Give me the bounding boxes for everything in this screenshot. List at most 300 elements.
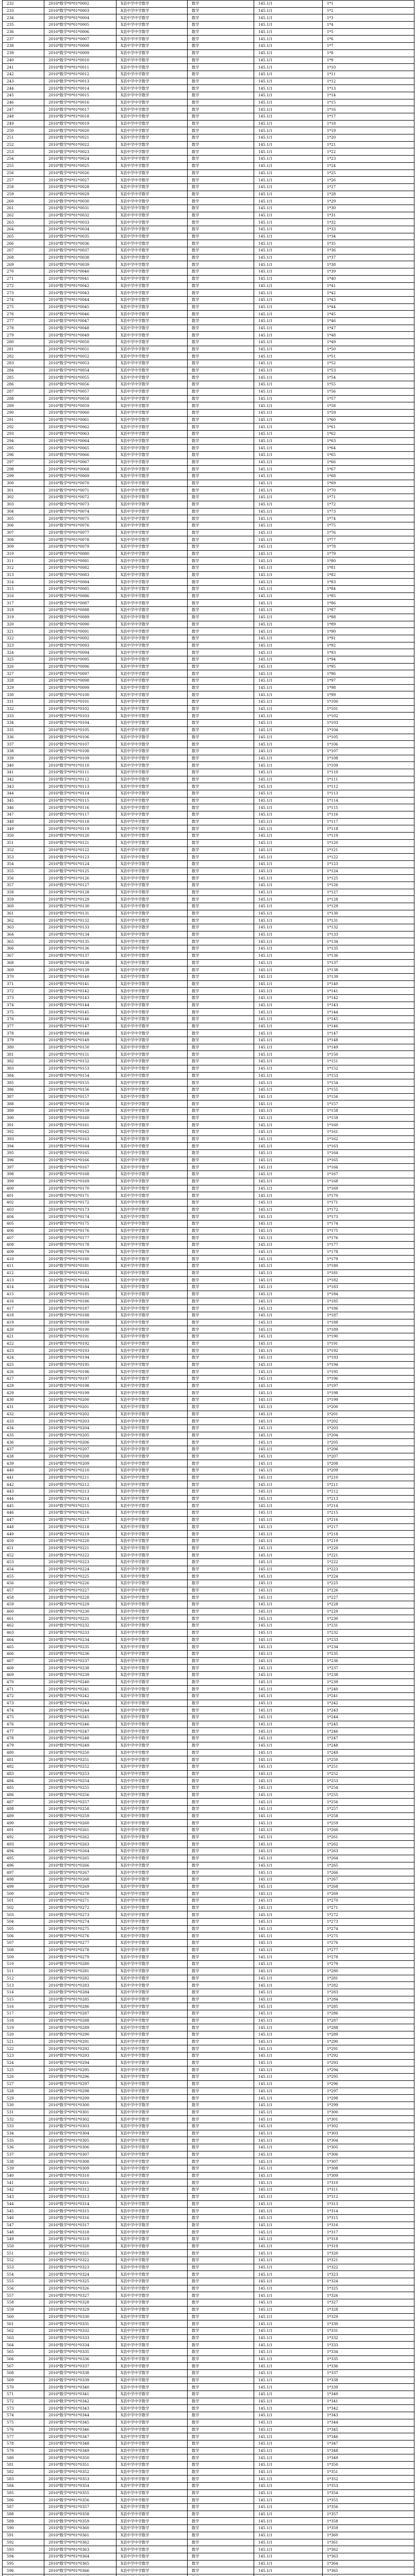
- row-number-cell: 360: [3, 903, 44, 910]
- row-number-cell: 432: [3, 1411, 44, 1418]
- row-number-cell: 279: [3, 332, 44, 339]
- score-cell: 145.1/1: [254, 2123, 323, 2130]
- score-cell: 145.1/1: [254, 2095, 323, 2102]
- rank-cell: 1*36: [323, 247, 414, 255]
- score-cell: 145.1/1: [254, 515, 323, 522]
- school-cell: X县中学中学数学: [117, 1326, 188, 1333]
- row-number-cell: 551: [3, 2250, 44, 2257]
- rank-cell: 1*20: [323, 134, 414, 142]
- subject-cell: 数学: [188, 1636, 254, 1643]
- table-row: [3, 2187, 414, 2194]
- score-cell: 145.1/1: [254, 1862, 323, 1869]
- subject-cell: 数学: [188, 769, 254, 776]
- subject-cell: 数学: [188, 1263, 254, 1270]
- row-number-cell: 401: [3, 1192, 44, 1199]
- row-number-cell: 465: [3, 1643, 44, 1651]
- school-cell: X县中学中学数学: [117, 1573, 188, 1580]
- table-row: [3, 78, 414, 85]
- table-row: [3, 1510, 414, 1517]
- exam-id-cell: 2016*数学*0*01*0042: [44, 282, 117, 290]
- score-cell: 145.1/1: [254, 494, 323, 501]
- school-cell: X县中学中学数学: [117, 818, 188, 825]
- row-number-cell: 392: [3, 1129, 44, 1136]
- subject-cell: 数学: [188, 1326, 254, 1333]
- score-cell: 145.1/1: [254, 1799, 323, 1806]
- school-cell: X县中学中学数学: [117, 1975, 188, 1982]
- exam-id-cell: 2016*数学*0*01*0249: [44, 1742, 117, 1749]
- table-row: [3, 466, 414, 473]
- exam-id-cell: 2016*数学*0*01*0112: [44, 776, 117, 783]
- rank-cell: 1*137: [323, 959, 414, 967]
- table-row: [3, 1954, 414, 1961]
- subject-cell: 数学: [188, 656, 254, 663]
- exam-id-cell: 2016*数学*0*01*0293: [44, 2053, 117, 2060]
- exam-id-cell: 2016*数学*0*01*0008: [44, 43, 117, 50]
- exam-id-cell: 2016*数学*0*01*0186: [44, 1298, 117, 1305]
- rank-cell: 1*214: [323, 1502, 414, 1510]
- rank-cell: 1*338: [323, 2377, 414, 2384]
- table-row: [3, 2179, 414, 2187]
- exam-id-cell: 2016*数学*0*01*0158: [44, 1100, 117, 1108]
- table-row: [3, 2560, 414, 2567]
- school-cell: X县中学中学数学: [117, 409, 188, 416]
- subject-cell: 数学: [188, 1072, 254, 1079]
- subject-cell: 数学: [188, 1714, 254, 1721]
- rank-cell: 1*336: [323, 2363, 414, 2370]
- score-cell: 145.1/1: [254, 36, 323, 43]
- row-number-cell: 370: [3, 973, 44, 980]
- rank-cell: 1*82: [323, 571, 414, 579]
- table-row: [3, 2193, 414, 2200]
- exam-id-cell: 2016*数学*0*01*0303: [44, 2123, 117, 2130]
- subject-cell: 数学: [188, 2476, 254, 2483]
- school-cell: X县中学中学数学: [117, 2483, 188, 2490]
- row-number-cell: 274: [3, 296, 44, 303]
- subject-cell: 数学: [188, 1904, 254, 1911]
- subject-cell: 数学: [188, 1566, 254, 1573]
- table-row: [3, 2003, 414, 2010]
- exam-id-cell: 2016*数学*0*01*0003: [44, 7, 117, 14]
- row-number-cell: 305: [3, 515, 44, 522]
- rank-cell: 1*99: [323, 691, 414, 699]
- exam-id-cell: 2016*数学*0*01*0108: [44, 748, 117, 755]
- subject-cell: 数学: [188, 409, 254, 416]
- subject-cell: 数学: [188, 1728, 254, 1735]
- school-cell: X县中学中学数学: [117, 1411, 188, 1418]
- school-cell: X县中学中学数学: [117, 1601, 188, 1608]
- subject-cell: 数学: [188, 2468, 254, 2476]
- table-row: [3, 92, 414, 99]
- rank-cell: 1*201: [323, 1411, 414, 1418]
- table-row: [3, 170, 414, 177]
- subject-cell: 数学: [188, 480, 254, 487]
- table-row: [3, 734, 414, 741]
- exam-id-cell: 2016*数学*0*01*0133: [44, 924, 117, 931]
- exam-id-cell: 2016*数学*0*01*0329: [44, 2306, 117, 2313]
- score-cell: 145.1/1: [254, 1558, 323, 1566]
- rank-cell: 1*174: [323, 1220, 414, 1227]
- exam-id-cell: 2016*数学*0*01*0064: [44, 437, 117, 445]
- row-number-cell: 425: [3, 1361, 44, 1368]
- exam-id-cell: 2016*数学*0*01*0050: [44, 339, 117, 346]
- subject-cell: 数学: [188, 1989, 254, 1996]
- score-cell: 145.1/1: [254, 1657, 323, 1665]
- table-row: [3, 120, 414, 127]
- score-cell: 145.1/1: [254, 1770, 323, 1777]
- exam-id-cell: 2016*数学*0*01*0316: [44, 2214, 117, 2222]
- rank-cell: 1*125: [323, 875, 414, 882]
- score-cell: 145.1/1: [254, 1904, 323, 1911]
- rank-cell: 1*108: [323, 755, 414, 762]
- school-cell: X县中学中学数学: [117, 290, 188, 297]
- rank-cell: 1*182: [323, 1277, 414, 1284]
- score-cell: 145.1/1: [254, 1453, 323, 1460]
- row-number-cell: 384: [3, 1072, 44, 1079]
- table-row: [3, 2235, 414, 2243]
- school-cell: X县中学中学数学: [117, 1721, 188, 1728]
- rank-cell: 1*83: [323, 579, 414, 586]
- rank-cell: 1*110: [323, 769, 414, 776]
- subject-cell: 数学: [188, 1537, 254, 1545]
- exam-id-cell: 2016*数学*0*01*0225: [44, 1573, 117, 1580]
- school-cell: X县中学中学数学: [117, 1545, 188, 1552]
- subject-cell: 数学: [188, 57, 254, 64]
- rank-cell: 1*302: [323, 2123, 414, 2130]
- subject-cell: 数学: [188, 2363, 254, 2370]
- rank-cell: 1*274: [323, 1925, 414, 1933]
- exam-id-cell: 2016*数学*0*01*0326: [44, 2285, 117, 2292]
- school-cell: X县中学中学数学: [117, 367, 188, 374]
- row-number-cell: 546: [3, 2214, 44, 2222]
- row-number-cell: 524: [3, 2059, 44, 2066]
- row-number-cell: 358: [3, 889, 44, 896]
- subject-cell: 数学: [188, 705, 254, 713]
- subject-cell: 数学: [188, 2342, 254, 2349]
- exam-id-cell: 2016*数学*0*01*0035: [44, 233, 117, 240]
- school-cell: X县中学中学数学: [117, 734, 188, 741]
- rank-cell: 1*40: [323, 275, 414, 282]
- row-number-cell: 438: [3, 1453, 44, 1460]
- subject-cell: 数学: [188, 275, 254, 282]
- rank-cell: 1*208: [323, 1460, 414, 1467]
- row-number-cell: 517: [3, 2010, 44, 2017]
- table-row: [3, 2454, 414, 2462]
- subject-cell: 数学: [188, 1749, 254, 1756]
- school-cell: X县中学中学数学: [117, 1707, 188, 1714]
- subject-cell: 数学: [188, 2017, 254, 2024]
- table-row: [3, 1862, 414, 1869]
- score-cell: 145.1/1: [254, 2165, 323, 2173]
- score-cell: 145.1/1: [254, 1129, 323, 1136]
- score-cell: 145.1/1: [254, 2074, 323, 2081]
- exam-id-cell: 2016*数学*0*01*0345: [44, 2419, 117, 2426]
- score-cell: 145.1/1: [254, 536, 323, 544]
- subject-cell: 数学: [188, 699, 254, 706]
- rank-cell: 1*251: [323, 1763, 414, 1770]
- subject-cell: 数学: [188, 621, 254, 628]
- row-number-cell: 426: [3, 1368, 44, 1376]
- row-number-cell: 564: [3, 2342, 44, 2349]
- table-row: [3, 720, 414, 727]
- score-cell: 145.1/1: [254, 811, 323, 819]
- rank-cell: 1*319: [323, 2243, 414, 2250]
- exam-id-cell: 2016*数学*0*01*0040: [44, 268, 117, 276]
- exam-id-cell: 2016*数学*0*01*0200: [44, 1397, 117, 1404]
- table-row: [3, 85, 414, 92]
- exam-id-cell: 2016*数学*0*01*0086: [44, 592, 117, 600]
- row-number-cell: 533: [3, 2123, 44, 2130]
- subject-cell: 数学: [188, 367, 254, 374]
- exam-id-cell: 2016*数学*0*01*0235: [44, 1643, 117, 1651]
- rank-cell: 1*161: [323, 1129, 414, 1136]
- row-number-cell: 403: [3, 1206, 44, 1213]
- rank-cell: 1*8: [323, 49, 414, 57]
- row-number-cell: 326: [3, 663, 44, 670]
- score-cell: 145.1/1: [254, 1150, 323, 1157]
- rank-cell: 1*221: [323, 1552, 414, 1559]
- table-row: [3, 1869, 414, 1876]
- subject-cell: 数学: [188, 1354, 254, 1362]
- exam-id-cell: 2016*数学*0*01*0026: [44, 170, 117, 177]
- score-cell: 145.1/1: [254, 1093, 323, 1100]
- subject-cell: 数学: [188, 14, 254, 22]
- row-number-cell: 555: [3, 2278, 44, 2285]
- rank-cell: 1*75: [323, 522, 414, 529]
- table-row: [3, 212, 414, 219]
- school-cell: X县中学中学数学: [117, 452, 188, 459]
- exam-id-cell: 2016*数学*0*01*0151: [44, 1051, 117, 1058]
- exam-id-cell: 2016*数学*0*01*0175: [44, 1220, 117, 1227]
- exam-id-cell: 2016*数学*0*01*0096: [44, 663, 117, 670]
- school-cell: X县中学中学数学: [117, 614, 188, 621]
- rank-cell: 1*282: [323, 1982, 414, 1989]
- row-number-cell: 399: [3, 1178, 44, 1185]
- rank-cell: 1*261: [323, 1834, 414, 1841]
- rank-cell: 1*132: [323, 924, 414, 931]
- subject-cell: 数学: [188, 839, 254, 846]
- exam-id-cell: 2016*数学*0*01*0002: [44, 1, 117, 8]
- rank-cell: 1*107: [323, 748, 414, 755]
- subject-cell: 数学: [188, 1996, 254, 2003]
- exam-id-cell: 2016*数学*0*01*0208: [44, 1453, 117, 1460]
- row-number-cell: 499: [3, 1883, 44, 1890]
- table-row: [3, 339, 414, 346]
- table-row: [3, 1812, 414, 1820]
- row-number-cell: [3, 2574, 44, 2576]
- score-cell: 145.1/1: [254, 797, 323, 804]
- row-number-cell: 377: [3, 1023, 44, 1030]
- score-cell: 145.1/1: [254, 699, 323, 706]
- school-cell: X县中学中学数学: [117, 1693, 188, 1700]
- exam-id-cell: 2016*数学*0*01*0012: [44, 71, 117, 78]
- score-cell: 145.1/1: [254, 28, 323, 36]
- exam-id-cell: 2016*数学*0*01*0016: [44, 99, 117, 106]
- score-cell: 145.1/1: [254, 254, 323, 261]
- row-number-cell: 471: [3, 1686, 44, 1693]
- row-number-cell: 351: [3, 839, 44, 846]
- school-cell: X县中学中学数学: [117, 2489, 188, 2497]
- score-cell: 145.1/1: [254, 2412, 323, 2419]
- row-number-cell: 286: [3, 381, 44, 388]
- rank-cell: 1*321: [323, 2257, 414, 2264]
- school-cell: X县中学中学数学: [117, 1883, 188, 1890]
- school-cell: X县中学中学数学: [117, 699, 188, 706]
- rank-cell: 1*38: [323, 261, 414, 268]
- school-cell: X县中学中学数学: [117, 2306, 188, 2313]
- score-cell: 145.1/1: [254, 642, 323, 649]
- rank-cell: 1*270: [323, 1897, 414, 1904]
- score-cell: 145.1/1: [254, 1037, 323, 1044]
- table-row: [3, 508, 414, 515]
- school-cell: X县中学中学数学: [117, 2144, 188, 2151]
- subject-cell: 数学: [188, 36, 254, 43]
- row-number-cell: 433: [3, 1418, 44, 1425]
- rank-cell: 1*245: [323, 1721, 414, 1728]
- score-cell: 145.1/1: [254, 1573, 323, 1580]
- rank-cell: 1*52: [323, 360, 414, 367]
- rank-cell: 1*340: [323, 2391, 414, 2398]
- subject-cell: 数学: [188, 1361, 254, 1368]
- school-cell: X县中学中学数学: [117, 2264, 188, 2271]
- exam-id-cell: 2016*数学*0*01*0312: [44, 2187, 117, 2194]
- score-cell: 145.1/1: [254, 1671, 323, 1679]
- score-cell: 145.1/1: [254, 924, 323, 931]
- exam-id-cell: 2016*数学*0*01*0255: [44, 1784, 117, 1791]
- row-number-cell: 310: [3, 550, 44, 557]
- rank-cell: 1*356: [323, 2504, 414, 2511]
- row-number-cell: 478: [3, 1735, 44, 1742]
- rank-cell: 1*303: [323, 2130, 414, 2137]
- rank-cell: 1*323: [323, 2271, 414, 2278]
- exam-id-cell: 2016*数学*0*01*0080: [44, 550, 117, 557]
- exam-id-cell: 2016*数学*0*01*0216: [44, 1510, 117, 1517]
- school-cell: X县中学中学数学: [117, 1234, 188, 1242]
- table-row: [3, 2348, 414, 2355]
- table-row: [3, 1933, 414, 1940]
- subject-cell: 数学: [188, 1242, 254, 1249]
- score-cell: 145.1/1: [254, 346, 323, 353]
- subject-cell: 数学: [188, 557, 254, 565]
- subject-cell: 数学: [188, 1933, 254, 1940]
- score-cell: 145.1/1: [254, 1382, 323, 1389]
- school-cell: X县中学中学数学: [117, 1890, 188, 1897]
- rank-cell: 1*341: [323, 2398, 414, 2405]
- rank-cell: 1*25: [323, 170, 414, 177]
- score-cell: 145.1/1: [254, 1474, 323, 1481]
- school-cell: X县中学中学数学: [117, 536, 188, 544]
- exam-id-cell: 2016*数学*0*01*0049: [44, 332, 117, 339]
- subject-cell: 数学: [188, 1009, 254, 1016]
- score-cell: 145.1/1: [254, 177, 323, 184]
- school-cell: X县中学中学数学: [117, 1862, 188, 1869]
- rank-cell: 1*148: [323, 1037, 414, 1044]
- rank-cell: 1*1: [323, 1, 414, 8]
- table-row: [3, 1516, 414, 1523]
- rank-cell: 1*304: [323, 2137, 414, 2144]
- exam-id-cell: 2016*数学*0*01*0201: [44, 1403, 117, 1411]
- rank-cell: 1*283: [323, 1989, 414, 1996]
- subject-cell: 数学: [188, 1495, 254, 1502]
- subject-cell: 数学: [188, 1834, 254, 1841]
- subject-cell: 数学: [188, 649, 254, 656]
- score-cell: 145.1/1: [254, 649, 323, 656]
- subject-cell: 数学: [188, 783, 254, 790]
- exam-id-cell: 2016*数学*0*01*0262: [44, 1834, 117, 1841]
- table-row: [3, 804, 414, 811]
- exam-id-cell: 2016*数学*0*01*0106: [44, 734, 117, 741]
- row-number-cell: 437: [3, 1446, 44, 1453]
- exam-id-cell: 2016*数学*0*01*0025: [44, 162, 117, 170]
- subject-cell: 数学: [188, 226, 254, 233]
- subject-cell: 数学: [188, 811, 254, 819]
- rank-cell: 1*314: [323, 2208, 414, 2215]
- school-cell: X县中学中学数学: [117, 501, 188, 508]
- exam-id-cell: 2016*数学*0*01*0317: [44, 2222, 117, 2229]
- table-row: [3, 945, 414, 953]
- score-cell: 145.1/1: [254, 1693, 323, 1700]
- subject-cell: 数学: [188, 332, 254, 339]
- exam-id-cell: 2016*数学*0*01*0162: [44, 1129, 117, 1136]
- school-cell: X县中学中学数学: [117, 1107, 188, 1114]
- exam-id-cell: 2016*数学*0*01*0272: [44, 1904, 117, 1911]
- table-row: [3, 2024, 414, 2031]
- subject-cell: 数学: [188, 2525, 254, 2532]
- exam-id-cell: 2016*数学*0*01*0004: [44, 14, 117, 22]
- rank-cell: 1*344: [323, 2419, 414, 2426]
- exam-id-cell: 2016*数学*0*01*0136: [44, 945, 117, 953]
- row-number-cell: 365: [3, 938, 44, 945]
- exam-id-cell: 2016*数学*0*01*0182: [44, 1269, 117, 1277]
- exam-id-cell: 2016*数学*0*01*0123: [44, 854, 117, 861]
- exam-id-cell: 2016*数学*0*01*0111: [44, 769, 117, 776]
- table-row: [3, 2546, 414, 2553]
- table-row: [3, 395, 414, 402]
- school-cell: X县中学中学数学: [117, 2440, 188, 2447]
- rank-cell: 1*166: [323, 1164, 414, 1171]
- school-cell: X县中学中学数学: [117, 1030, 188, 1037]
- school-cell: X县中学中学数学: [117, 480, 188, 487]
- exam-id-cell: 2016*数学*0*01*0360: [44, 2525, 117, 2532]
- subject-cell: 数学: [188, 536, 254, 544]
- exam-id-cell: 2016*数学*0*01*0194: [44, 1354, 117, 1362]
- table-row: [3, 1086, 414, 1093]
- row-number-cell: 501: [3, 1897, 44, 1904]
- table-row: [3, 614, 414, 621]
- subject-cell: 数学: [188, 1037, 254, 1044]
- exam-id-cell: 2016*数学*0*01*0053: [44, 360, 117, 367]
- subject-cell: 数学: [188, 1199, 254, 1206]
- row-number-cell: 390: [3, 1114, 44, 1122]
- score-cell: 145.1/1: [254, 860, 323, 868]
- table-row: [3, 1397, 414, 1404]
- school-cell: X县中学中学数学: [117, 2384, 188, 2391]
- subject-cell: 数学: [188, 2208, 254, 2215]
- table-row: [3, 1453, 414, 1460]
- school-cell: X县中学中学数学: [117, 2137, 188, 2144]
- school-cell: X县中学中学数学: [117, 282, 188, 290]
- row-number-cell: 490: [3, 1820, 44, 1827]
- exam-id-cell: 2016*数学*0*01*0193: [44, 1347, 117, 1354]
- row-number-cell: 253: [3, 148, 44, 156]
- school-cell: X县中学中学数学: [117, 854, 188, 861]
- school-cell: X县中学中学数学: [117, 303, 188, 311]
- table-row: [3, 325, 414, 332]
- row-number-cell: 474: [3, 1707, 44, 1714]
- subject-cell: 数学: [188, 402, 254, 410]
- table-row: [3, 2440, 414, 2447]
- row-number-cell: 570: [3, 2384, 44, 2391]
- exam-id-cell: 2016*数学*0*01*0099: [44, 684, 117, 691]
